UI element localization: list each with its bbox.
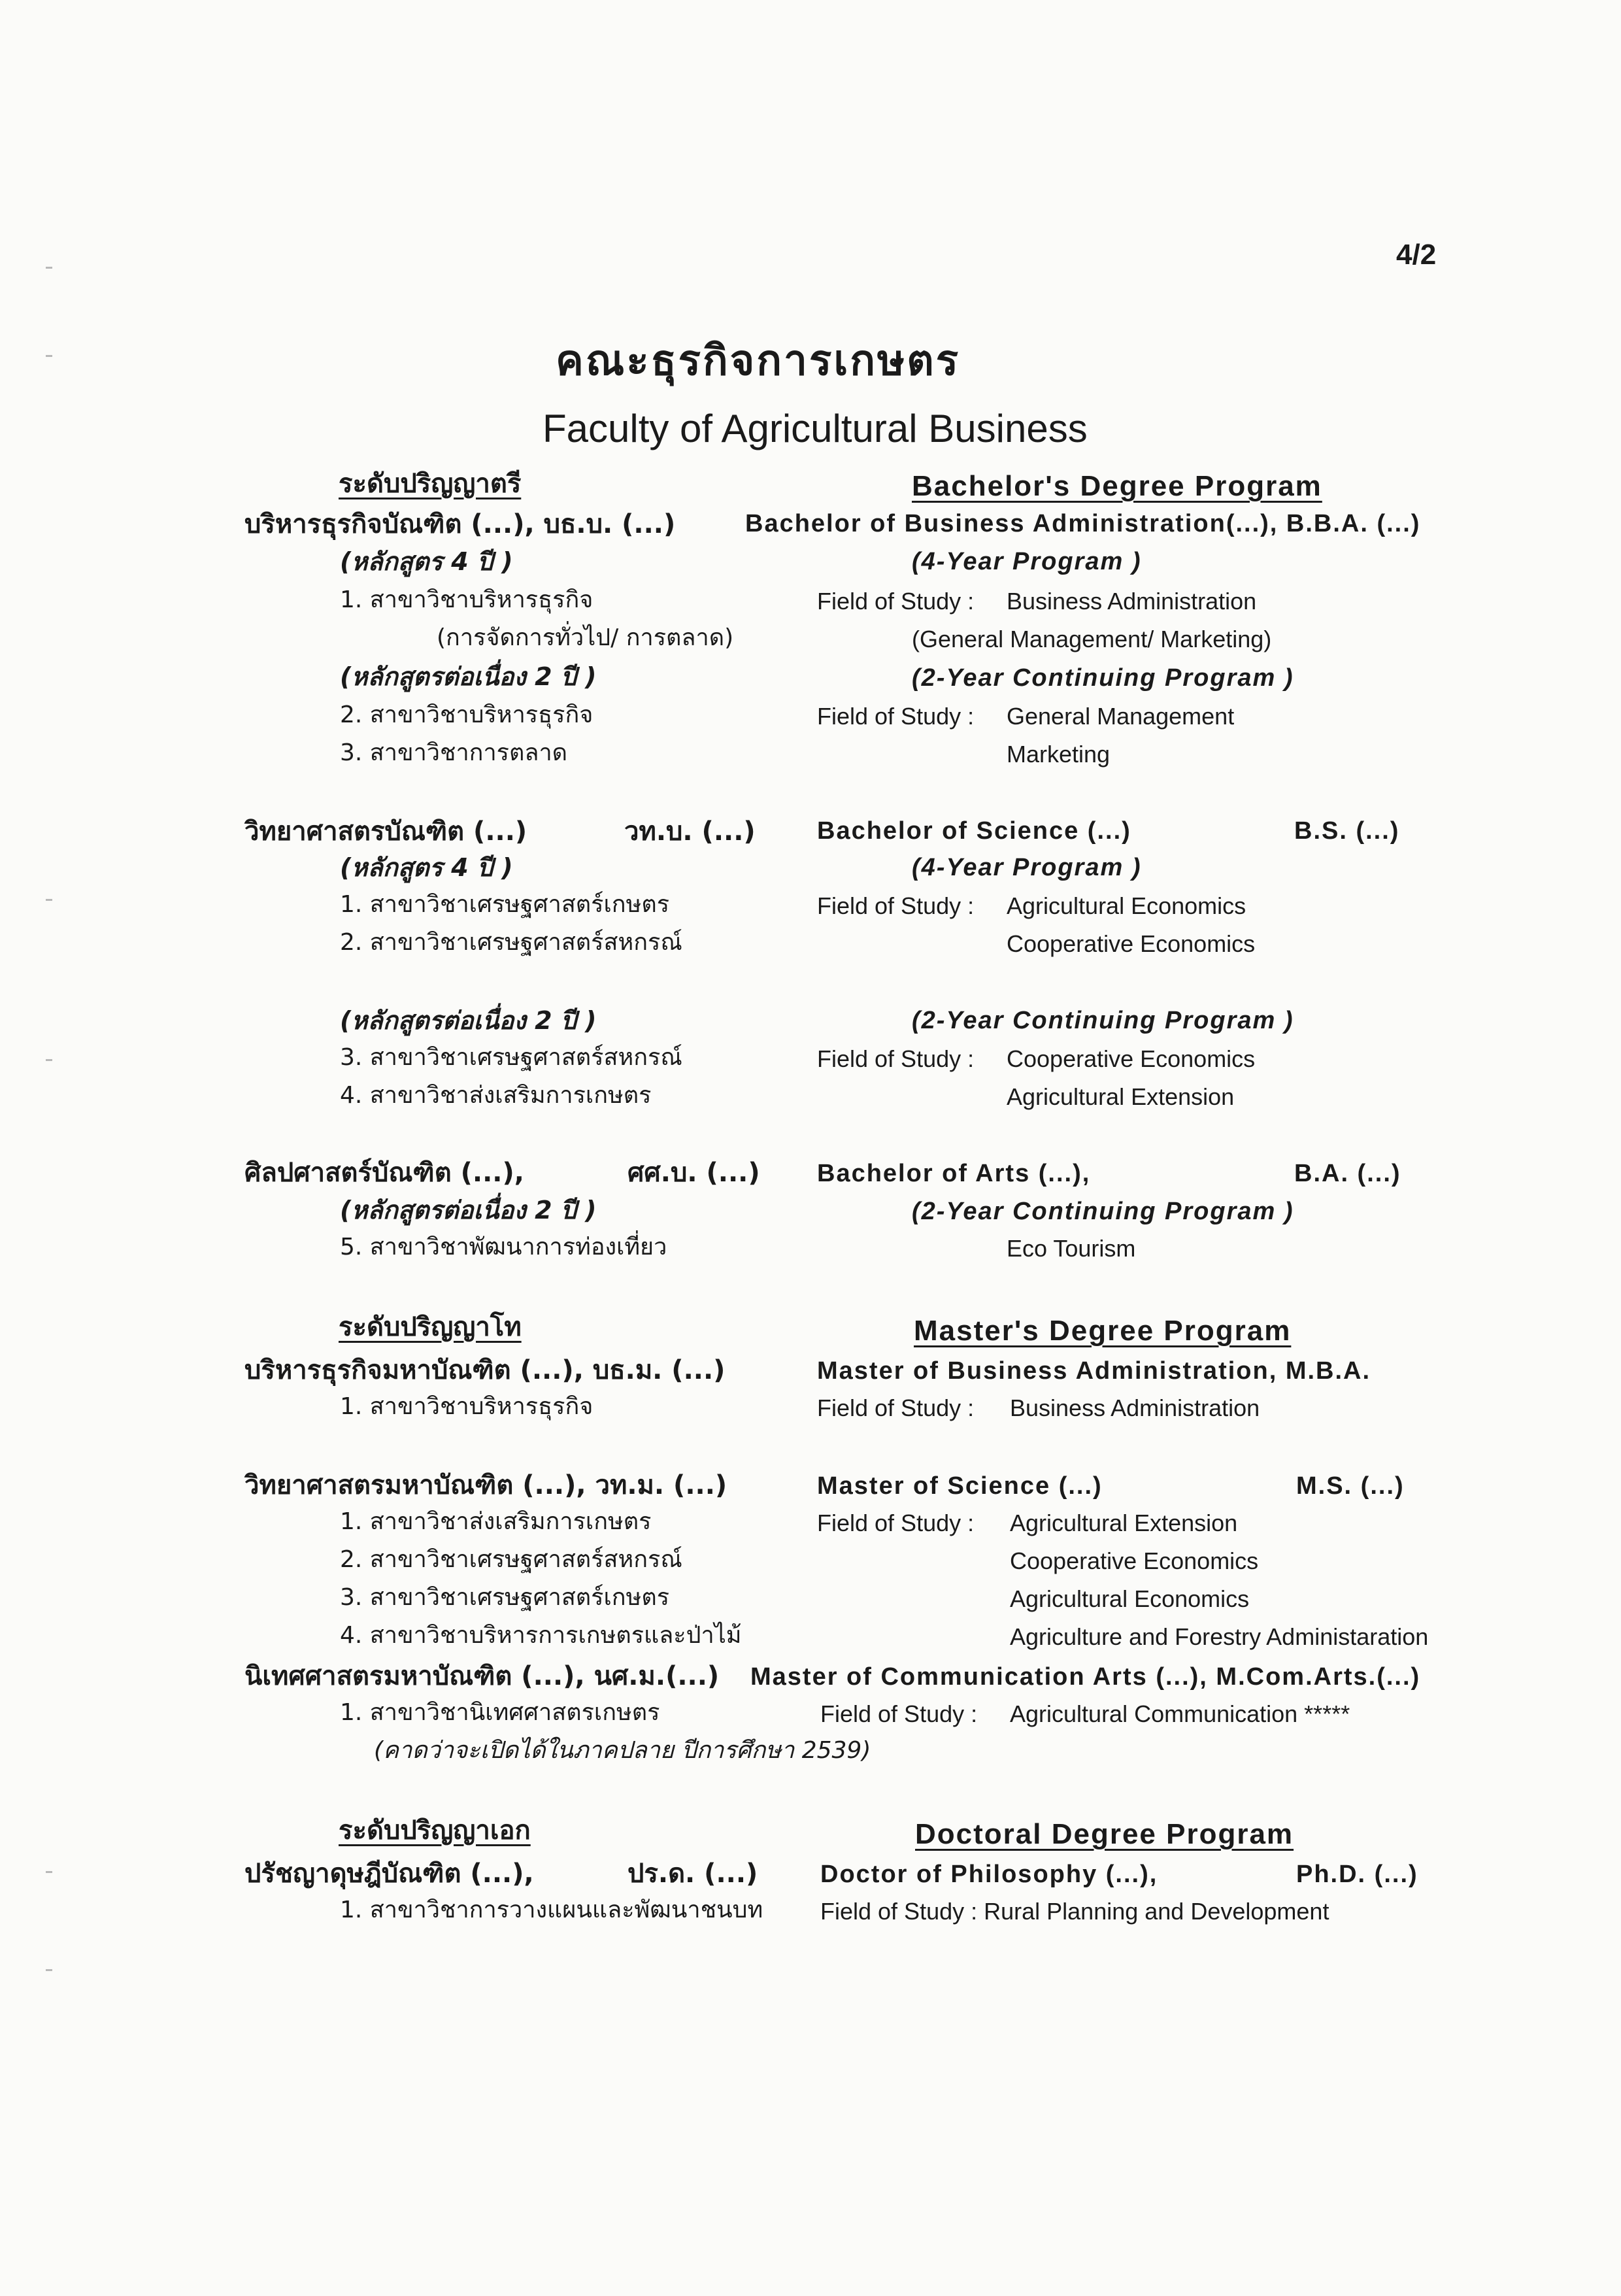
ms-item1-en: Agricultural Extension	[1010, 1510, 1238, 1536]
ms-abbr-en: M.S. (...)	[1296, 1472, 1405, 1500]
mba-item1-th: 1. สาขาวิชาบริหารธุรกิจ	[340, 1393, 593, 1420]
bba-item3-th: 3. สาขาวิชาการตลาด	[340, 739, 568, 766]
master-heading-th: ระดับปริญญาโท	[339, 1312, 522, 1342]
doctoral-heading-en: Doctoral Degree Program	[915, 1818, 1294, 1850]
bba-prog2-th: (หลักสูตรต่อเนื่อง 2 ปี )	[340, 662, 597, 691]
faculty-title-th: คณะธุรกิจการเกษตร	[556, 337, 961, 385]
mca-item1-en: Agricultural Communication *****	[1010, 1700, 1350, 1727]
bba-prog4-en: (4-Year Program )	[912, 548, 1142, 575]
mba-name-en: Master of Business Administration, M.B.A.	[817, 1357, 1371, 1385]
page-number: 4/2	[1396, 239, 1437, 271]
ba-name-en: Bachelor of Arts (...),	[817, 1160, 1091, 1187]
scan-mark	[46, 355, 52, 357]
faculty-title-en: Faculty of Agricultural Business	[543, 407, 1088, 450]
ms-item3-en: Agricultural Economics	[1010, 1585, 1250, 1612]
field-of-study-label: Field of Study :	[817, 1394, 975, 1421]
ms-item4-th: 4. สาขาวิชาบริหารการเกษตรและป่าไม้	[340, 1622, 742, 1649]
bs-item3-th: 3. สาขาวิชาเศรษฐศาสตร์สหกรณ์	[340, 1044, 682, 1071]
bs-name-th: วิทยาศาสตรบัณฑิต (...)	[244, 817, 527, 847]
field-of-study-label: Field of Study :	[817, 588, 975, 615]
mca-name-th: นิเทศศาสตรมหาบัณฑิต (...), นศ.ม.(...)	[244, 1661, 720, 1691]
scan-mark	[46, 1059, 52, 1061]
mca-note-th: (คาดว่าจะเปิดได้ในภาคปลาย ปีการศึกษา 2539)	[374, 1737, 871, 1764]
field-of-study-label: Field of Study :	[820, 1700, 978, 1727]
bs-item2-th: 2. สาขาวิชาเศรษฐศาสตร์สหกรณ์	[340, 929, 682, 956]
scan-mark	[46, 1871, 52, 1873]
ba-item5-th: 5. สาขาวิชาพัฒนาการท่องเที่ยว	[340, 1234, 667, 1260]
field-of-study-label: Field of Study :	[817, 1510, 975, 1536]
ba-item5-en: Eco Tourism	[1007, 1235, 1136, 1262]
bs-prog2-en: (2-Year Continuing Program )	[912, 1007, 1294, 1034]
mca-name-en: Master of Communication Arts (...), M.Com.Arts.(...)	[750, 1663, 1421, 1691]
scan-mark	[46, 899, 52, 901]
field-of-study-label: Field of Study :	[817, 892, 975, 919]
bba-item1-th: 1. สาขาวิชาบริหารธุรกิจ	[340, 586, 593, 613]
mba-name-th: บริหารธุรกิจมหาบัณฑิต (...), บธ.ม. (...)	[244, 1355, 726, 1385]
bs-item4-en: Agricultural Extension	[1007, 1083, 1235, 1110]
scan-mark	[46, 267, 52, 269]
ba-abbr-en: B.A. (...)	[1294, 1160, 1401, 1187]
bs-item2-en: Cooperative Economics	[1007, 930, 1256, 957]
phd-item1-en: Field of Study : Rural Planning and Development	[820, 1898, 1329, 1925]
bba-item2-en: General Management	[1007, 703, 1235, 730]
phd-name-en: Doctor of Philosophy (...),	[820, 1861, 1158, 1888]
ba-prog2-th: (หลักสูตรต่อเนื่อง 2 ปี )	[340, 1196, 597, 1224]
field-of-study-label: Field of Study :	[817, 1045, 975, 1072]
phd-abbr-en: Ph.D. (...)	[1296, 1861, 1418, 1888]
bs-prog4-th: (หลักสูตร 4 ปี )	[340, 853, 513, 882]
bba-item1-sub-en: (General Management/ Marketing)	[912, 626, 1272, 652]
bs-abbr-en: B.S. (...)	[1294, 817, 1400, 845]
ms-item3-th: 3. สาขาวิชาเศรษฐศาสตร์เกษตร	[340, 1584, 670, 1611]
ba-name-th: ศิลปศาสตร์บัณฑิต (...),	[244, 1158, 524, 1188]
mca-item1-th: 1. สาขาวิชานิเทศศาสตรเกษตร	[340, 1699, 660, 1726]
field-of-study-label: Field of Study :	[817, 703, 975, 730]
ms-item1-th: 1. สาขาวิชาส่งเสริมการเกษตร	[340, 1508, 652, 1535]
bba-name-th: บริหารธุรกิจบัณฑิต (...), บธ.บ. (...)	[244, 509, 676, 539]
bs-prog2-th: (หลักสูตรต่อเนื่อง 2 ปี )	[340, 1006, 597, 1035]
bs-prog4-en: (4-Year Program )	[912, 854, 1142, 881]
mba-item1-en: Business Administration	[1010, 1394, 1260, 1421]
ms-item2-en: Cooperative Economics	[1010, 1547, 1259, 1574]
ba-prog2-en: (2-Year Continuing Program )	[912, 1198, 1294, 1225]
bba-name-en: Bachelor of Business Administration(...), B.B.A. (...)	[745, 510, 1421, 537]
scan-mark	[46, 1969, 52, 1971]
phd-name-th: ปรัชญาดุษฎีบัณฑิต (...),	[244, 1859, 534, 1889]
bba-item1-sub-th: (การจัดการทั่วไป/ การตลาด)	[437, 624, 734, 651]
bba-item3-en: Marketing	[1007, 741, 1111, 768]
ms-item4-en: Agriculture and Forestry Administaration	[1010, 1623, 1429, 1650]
phd-abbr-th: ปร.ด. (...)	[627, 1859, 758, 1889]
bachelor-heading-en: Bachelor's Degree Program	[912, 470, 1322, 502]
bs-item4-th: 4. สาขาวิชาส่งเสริมการเกษตร	[340, 1082, 652, 1109]
ba-abbr-th: ศศ.บ. (...)	[627, 1158, 760, 1188]
doctoral-heading-th: ระดับปริญญาเอก	[339, 1815, 531, 1846]
ms-name-en: Master of Science (...)	[817, 1472, 1103, 1500]
bba-prog4-th: (หลักสูตร 4 ปี )	[340, 547, 513, 576]
bachelor-heading-th: ระดับปริญญาตรี	[339, 469, 522, 499]
ms-item2-th: 2. สาขาวิชาเศรษฐศาสตร์สหกรณ์	[340, 1546, 682, 1573]
master-heading-en: Master's Degree Program	[914, 1315, 1292, 1347]
bs-name-en: Bachelor of Science (...)	[817, 817, 1131, 845]
phd-item1-th: 1. สาขาวิชาการวางแผนและพัฒนาชนบท	[340, 1897, 763, 1923]
bba-item1-en: Business Administration	[1007, 588, 1257, 615]
ms-name-th: วิทยาศาสตรมหาบัณฑิต (...), วท.ม. (...)	[244, 1470, 727, 1500]
bs-item1-en: Agricultural Economics	[1007, 892, 1246, 919]
bba-item2-th: 2. สาขาวิชาบริหารธุรกิจ	[340, 701, 593, 728]
bba-prog2-en: (2-Year Continuing Program )	[912, 664, 1294, 692]
bs-item3-en: Cooperative Economics	[1007, 1045, 1256, 1072]
bs-abbr-th: วท.บ. (...)	[624, 817, 756, 847]
bs-item1-th: 1. สาขาวิชาเศรษฐศาสตร์เกษตร	[340, 891, 670, 918]
